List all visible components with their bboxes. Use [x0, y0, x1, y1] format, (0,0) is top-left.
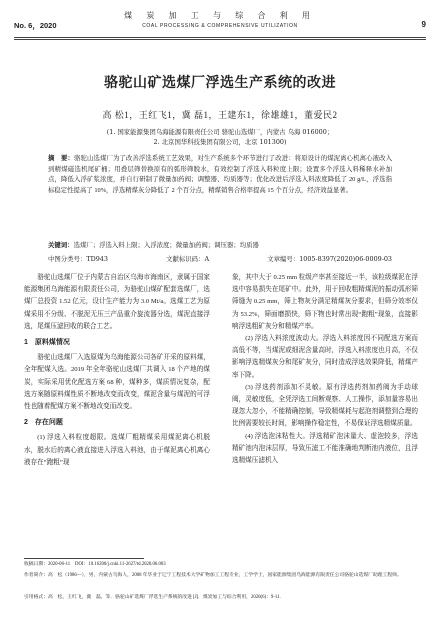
classification-line	[48, 254, 392, 263]
keywords	[48, 240, 392, 249]
footnote-bio: 作者简介：高 松（1986—），男，内蒙古乌海人，2008 年毕业于辽宁工程技术大学矿物加工工程专业，工学学士，国家能源集团乌海能源有限责任公司骆驼山选煤厂助理工程师。	[24, 573, 402, 578]
section-heading-1: 1 原料煤情况	[24, 339, 70, 347]
author-list: 高 松1，王红飞1，冀 磊1，王建东1，徐雄雄1，董爱民2	[102, 110, 338, 120]
intro-paragraph: 骆驼山选煤厂位于内蒙古自治区乌海市海南区，隶属于国家能源集团乌海能源有限责任公司，为骆驼山煤矿配套选煤厂，选煤厂总投资 1.52 亿元，设计生产能力为 3.0 Mt/a。选煤工艺为原煤采用不分级、不脱泥无压三产品重介旋流器分选，煤泥直接浮选，尾煤压滤回收的联合工艺。	[24, 274, 210, 330]
left-column	[24, 272, 210, 469]
footnote-citation: 引用格式：高 松，王红飞，冀 磊，等．骆驼山矿选煤厂浮选生产系统的改进 [J]．煤炭加工与综合利用，2020(6)：9-11.	[24, 595, 281, 600]
footnote-rule	[24, 558, 144, 559]
journal-name-en: COAL PROCESSING & COMPREHENSIVE UTILIZATION	[142, 23, 298, 29]
keywords-label: 关键词：	[48, 242, 74, 249]
abstract-label: 摘 要：	[48, 155, 74, 162]
article-number: 文章编号：1005-8397(2020)06-0009-03	[267, 255, 392, 263]
right-paragraph-2: (2) 浮选入料浓度波动大。浮选入料浓度因不同配选方案而高低不等，当煤泥或细泥含量高时，浮选入料浓度也月高，不仅影响浮选精煤灰分和尾矿灰分，同时造成浮选效果降低，精煤产率下降。	[232, 335, 418, 379]
footnote-received: 收稿日期：2020-06-11 DOI：10.16200/j.cnki.11-2627/td.2020.06.003	[24, 562, 166, 567]
abstract	[48, 154, 392, 196]
issue-number: No. 6，2020	[14, 21, 57, 30]
journal-name-cn: 煤 炭 加 工 与 综 合 利 用	[124, 11, 316, 20]
section-heading-2: 2 存在问题	[24, 419, 63, 427]
section-2-paragraph: (1) 浮选入料粒度超限。选煤厂粗精煤采用煤泥离心机脱水，脱水后的离心液直接进入浮选入料池，由于煤泥离心机离心液存在“跑粗”现	[24, 434, 210, 466]
right-paragraph-3: (3) 浮选药剂添加不灵敏。原有浮选药剂加药阀为手动球阀，灵敏度低，全凭浮选工间断观察、人工操作，添加量容易出现忽大忽小，不能精确控制，导致精煤耗与起泡剂调整到合理的比例需要较长时间，影响操作稳定性，不易保证浮选精煤质量。	[232, 383, 418, 428]
right-column	[232, 272, 418, 467]
affiliation-2: 2. 北京国华科技集团有限公司，北京 101300)	[153, 138, 287, 146]
section-1-paragraph: 骆驼山选煤厂入选原煤为乌海能源公司各矿开采的原料煤，全年配煤入选。2019 年全年骆驼山选煤厂共调入 18 个产地的煤炭，实际采用优化配选方案 68 种，煤种多，煤质情况复杂，配选方案随原料煤性质不断地改变而改变，煤泥含量与煤泥的可浮性也随着配煤方案不断地改变而改变。	[24, 354, 210, 411]
abstract-text: 骆驼山选煤厂为了改善浮选系统工艺效果，对生产系统多个环节进行了改进：将原设计的煤泥离心机离心液改入到精煤磁选机尾矿桶；用叠层筛替换原有的弧形筛脱水，有效控制了浮选入料粒度上限；设置多个浮选入料稀释水补加点，降低入浮矿浆浓度，并自行研制了微量加药阀；调整器、均质器等；优化改进后浮选入料浓度降低了 20 g/L，浮选指标稳定性提高了 10%，浮选精煤灰分降低了 2 个百分点，精煤销售合格率提高 15 个百分点，经济效益显著。	[48, 155, 393, 194]
header-rule	[14, 37, 426, 40]
clc-number: 中图分类号：TD943	[48, 255, 108, 263]
right-paragraph-4: (4) 浮选泡沫粘性大。浮选精矿泡沫量大、虚泡较多，浮选精矿池内泡沫层厚，导致压滤工不能准确地判断池内液位，且浮选精煤压滤机入	[232, 432, 418, 465]
page-number: 9	[421, 20, 426, 29]
paper-title: 骆驼山矿选煤厂浮选生产系统的改进	[104, 74, 336, 90]
keywords-text: 选煤厂；浮选入料上限；入浮浓度；微量加药阀；调压器；均质器	[73, 241, 259, 249]
page-header	[14, 6, 426, 40]
affiliation-1: (1. 国家能源集团乌海能源有限责任公司 骆驼山选煤厂，内蒙古 乌海 016000；	[106, 128, 334, 136]
right-paragraph-1: 象，其中大于 0.25 mm 粒级产率甚至接近一半，该粒级煤泥在浮选中容易损失在尾矿中。此外，用于回收粗精煤泥的振动弧形筛筛缝为 0.25 mm，筛上物灰分满足精煤灰分要求，但筛分效率仅为 53.2%，筛面磨损快，筛下物也时常出现“跑粗”现象，直接影响浮选粗矿灰分和精煤产率。	[232, 274, 418, 330]
document-code: 文献标识码：A	[166, 255, 210, 263]
